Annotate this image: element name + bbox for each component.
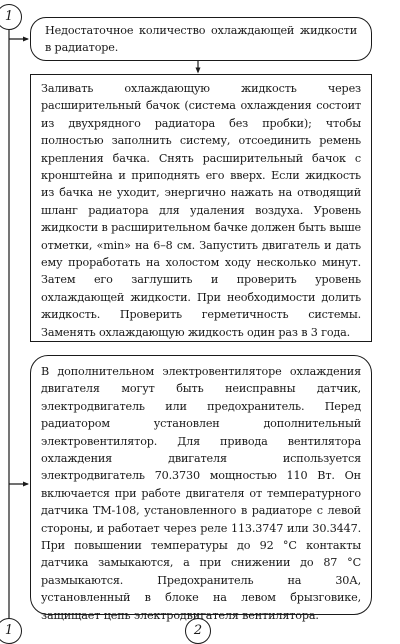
fan-block — [30, 355, 372, 622]
arrowhead-fix — [196, 68, 201, 74]
connector-2-bottom-label: 2 — [193, 623, 203, 638]
connector-1-bottom-label: 1 — [4, 623, 14, 638]
problem-text: Недостаточное количество охлаждающей жидкости в радиаторе. — [45, 24, 357, 55]
problem-block — [30, 17, 372, 61]
arrowhead-problem — [23, 37, 29, 42]
connector-1-top-label: 1 — [4, 9, 14, 24]
fan-text: В дополнительном электровентиляторе охлаждения двигателя могут быть неисправны датчик, электродвигатель или предохранитель. Перед радиатором установлен дополнительный электровентилятор. Для привода вентилятора охлаждения двигателя используется электродвигатель 70.3730 мощностью 110 Вт. Он включается при работе двигателя от температурного датчика ТМ-108, установленного в радиаторе с левой стороны, и работает через реле 113.3747 или 30.3447. При повышении температуры до 92 °С контакты датчика замыкаются, а при снижении до 87 °С размыкаются. Предохранитель на 30А, установленный в блоке на левом брызговике, защищает цепь электродвигателя вентилятора. — [41, 365, 361, 622]
fix-block — [30, 74, 372, 342]
fix-text: Заливать охлаждающую жидкость через расширительный бачок (система охлаждения состоит из двухрядного радиатора без пробки); чтобы полностью заполнить систему, отсоединить ремень крепления бачка. Снять расширительный бачок с кронштейна и приподнять его вверх. Если жидкость из бачка не уходит, энергично нажать на отводящий шланг радиатора для удаления воздуха. Уровень жидкости в расширительном бачке должен быть выше отметки, «min» на 6–8 см. Запустить двигатель и дать ему проработать на холостом ходу несколько минут. Затем его заглушить и проверить уровень охлаждающей жидкости. При необходимости долить жидкость. Проверить герметичность системы. Заменять охлаждающую жидкость один раз в 3 года. — [41, 82, 361, 339]
arrowhead-fan — [23, 482, 29, 487]
